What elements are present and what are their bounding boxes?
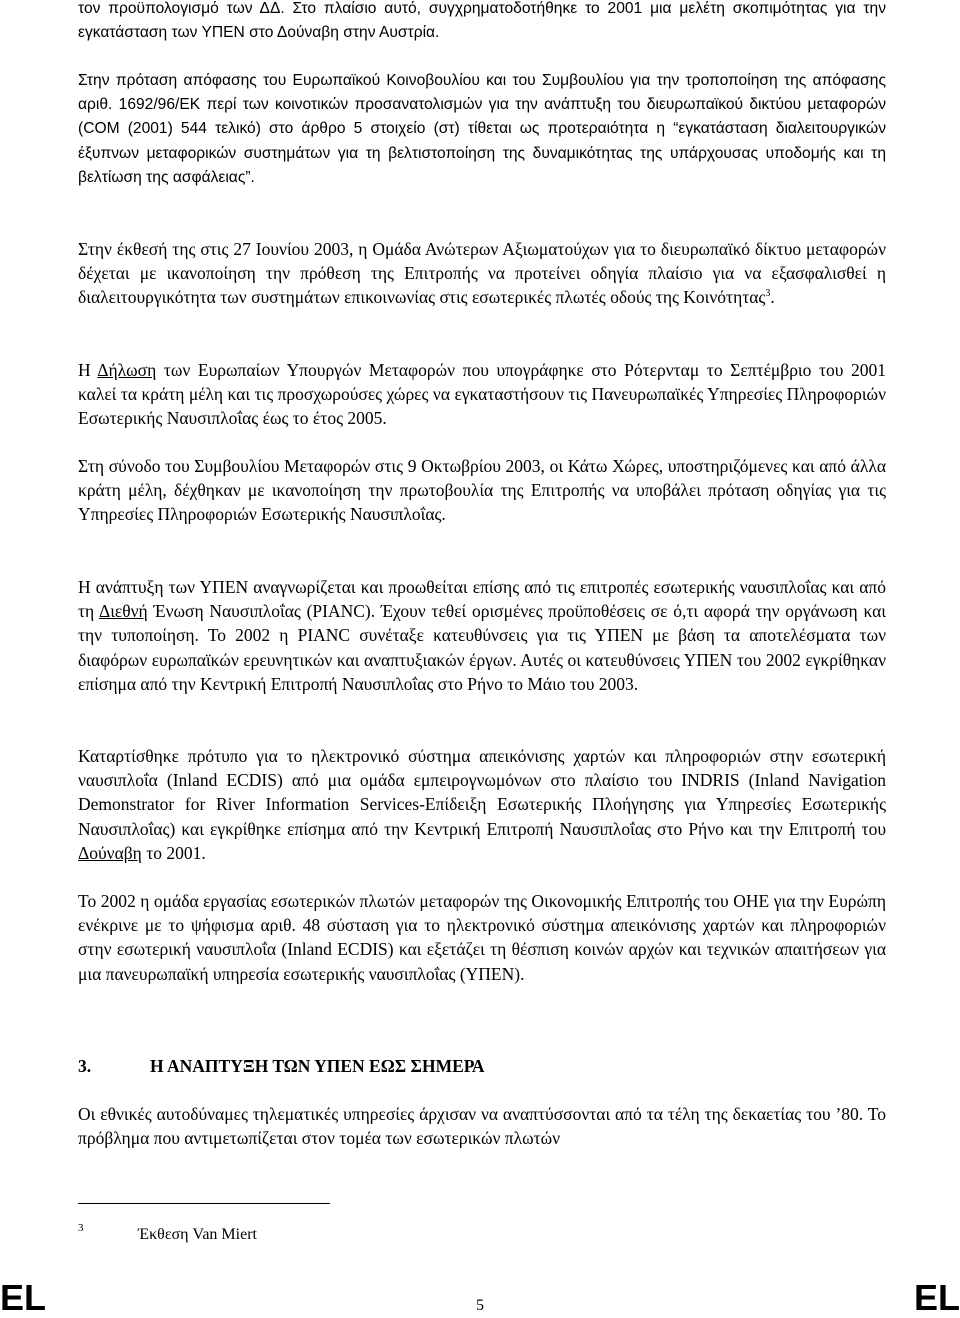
paragraph-text: των Ευρωπαίων Υπουργών Μεταφορών που υπογράφηκε στο Ρότερνταμ το Σεπτέμβριο του 2001 καλεί τα κράτη μέλη και τις προσχωρούσες χώρες να εγκαταστήσουν τις Πανευρωπαϊκές Υπηρεσίες Πληροφοριών Εσωτερικής Ναυσιπλοΐας έως το έτος 2005.: [78, 360, 886, 429]
paragraph-text: Η: [78, 360, 98, 380]
footnote-text: Έκθεση Van Miert: [138, 1226, 257, 1243]
paragraph-unece: Το 2002 η ομάδα εργασίας εσωτερικών πλωτών μεταφορών της Οικονομικής Επιτροπής του ΟΗΕ για την Ευρώπη ενέκρινε με το ψήφισμα αριθ. 48 σύσταση για το ηλεκτρονικό σύστημα απεικόνισης χαρτών και πληροφοριών στην εσωτερική ναυσιπλοΐα (Inland ECDIS) και εξετάζει τη θέσπιση κοινών αρχών και τεχνικών απαιτήσεων για μια πανευρωπαϊκή υπηρεσία εσωτερικής ναυσιπλοΐας (ΥΠΕΝ).: [78, 891, 886, 984]
footnote-number: 3: [78, 1222, 84, 1234]
paragraph-end: .: [770, 287, 775, 308]
paragraph-senior-officials-report: [78, 237, 886, 310]
paragraph-national-services: Οι εθνικές αυτοδύναμες τηλεματικές υπηρεσίες άρχισαν να αναπτύσσονται από τα τέλη της δεκαετίας του ’80. Το πρόβλημα που αντιμετωπίζεται στον τομέα των εσωτερικών πλωτών: [78, 1104, 886, 1149]
paragraph-feasibility-study: τον προϋπολογισμό των ΔΔ. Στο πλαίσιο αυτό, συγχρηματοδοτήθηκε το 2001 μια μελέτη σκοπιμότητας για την εγκατάσταση των ΥΠΕΝ στο Δούναβη στην Αυστρία.: [78, 0, 886, 42]
footer-language-right: EL: [913, 1277, 960, 1318]
page-number: 5: [476, 1297, 484, 1314]
paragraph-rotterdam-declaration: [78, 358, 886, 431]
paragraph-pianc: [78, 575, 886, 696]
paragraph-parliament-proposal: Στην πρόταση απόφασης του Ευρωπαϊκού Κοινοβουλίου και του Συμβουλίου για την τροποποίηση της απόφασης αριθ. 1692/96/ΕΚ περί των κοινοτικών προσανατολισμών για την ανάπτυξη του διευρωπαϊκού δικτύου μεταφορών (COM (2001) 544 τελικό) στο άρθρο 5 στοιχείο (στ) τίθεται ως προτεραιότητα η “εγκατάσταση διαλειτουργικών έξυπνων μεταφορικών συστημάτων για τη βελτιστοποίηση της δυναμικότητας της υπάρχουσας υποδομής και τη βελτίωση της ασφάλειας”.: [78, 72, 886, 186]
paragraph-text: Ένωση Ναυσιπλοΐας (PIANC). Έχουν τεθεί ορισμένες προϋποθέσεις σε ό,τι αφορά την οργάνωση και την τυποποίηση. Το 2002 η PIANC συνέταξε κατευθύνσεις για τις ΥΠΕΝ με βάση τα αποτελέσματα των διαφόρων ευρωπαϊκών ερευνητικών και αναπτυξιακών έργων. Αυτές οι κατευθύνσεις ΥΠΕΝ του 2002 εγκρίθηκαν επίσημα από την Κεντρική Επιτροπή Ναυσιπλοΐας στο Ρήνο το Μάιο του 2003.: [78, 601, 886, 694]
paragraph-text: το 2001.: [141, 842, 206, 863]
paragraph-text: Καταρτίσθηκε πρότυπο για το ηλεκτρονικό σύστημα απεικόνισης χαρτών και πληροφοριών στην εσωτερική ναυσιπλοΐα (Inland ECDIS) από μια ομάδα εμπειρογνωμόνων στο πλαίσιο του INDRIS (Inland Navigation Demonstrator for River Information Services-Επίδειξη Εσωτερικής Πλοήγησης για Υπηρεσίες Εσωτερικής Ναυσιπλοΐας) και εγκρίθηκε επίσημα από την Κεντρική Επιτροπή Ναυσιπλοΐας στο Ρήνο και την Επιτροπή του: [78, 746, 886, 839]
paragraph-text: Στην έκθεσή της στις 27 Ιουνίου 2003, η Ομάδα Ανώτερων Αξιωματούχων για το διευρωπαϊκό δίκτυο μεταφορών δέχεται με ικανοποίηση την πρόθεση της Επιτροπής να προτείνει οδηγία πλαίσιο για να εξασφαλισθεί η διαλειτουργικότητα των συστημάτων επικοινωνίας στις εσωτερικές πλωτές οδούς της Κοινότητας: [78, 239, 886, 308]
footer-language-left: EL: [0, 1277, 47, 1318]
link-danube[interactable]: Δούναβη: [78, 842, 142, 863]
link-international[interactable]: Διεθνή: [98, 601, 148, 622]
link-declaration[interactable]: Δήλωση: [97, 360, 157, 380]
section-number: 3.: [78, 1056, 92, 1076]
paragraph-text: Η ανάπτυξη των ΥΠΕΝ αναγνωρίζεται και προωθείται επίσης από τις επιτροπές εσωτερικής ναυσιπλοΐας και από τη: [78, 577, 886, 622]
paragraph-inland-ecdis: [78, 744, 886, 865]
section-heading: [78, 1056, 485, 1077]
footnote-divider: [78, 1203, 330, 1204]
section-title: Η ΑΝΑΠΤΥΞΗ ΤΩΝ ΥΠΕΝ ΕΩΣ ΣΗΜΕΡΑ: [150, 1056, 485, 1076]
paragraph-transport-council: Στη σύνοδο του Συμβουλίου Μεταφορών στις 9 Οκτωβρίου 2003, οι Κάτω Χώρες, υποστηριζόμενες και από άλλα κράτη μέλη, δέχθηκαν με ικανοποίηση την πρωτοβουλία της Επιτροπής να υποβάλει πρόταση οδηγίας για τις Υπηρεσίες Πληροφοριών Εσωτερικής Ναυσιπλοΐας.: [78, 456, 886, 525]
footnote-reference[interactable]: 3: [765, 288, 771, 300]
